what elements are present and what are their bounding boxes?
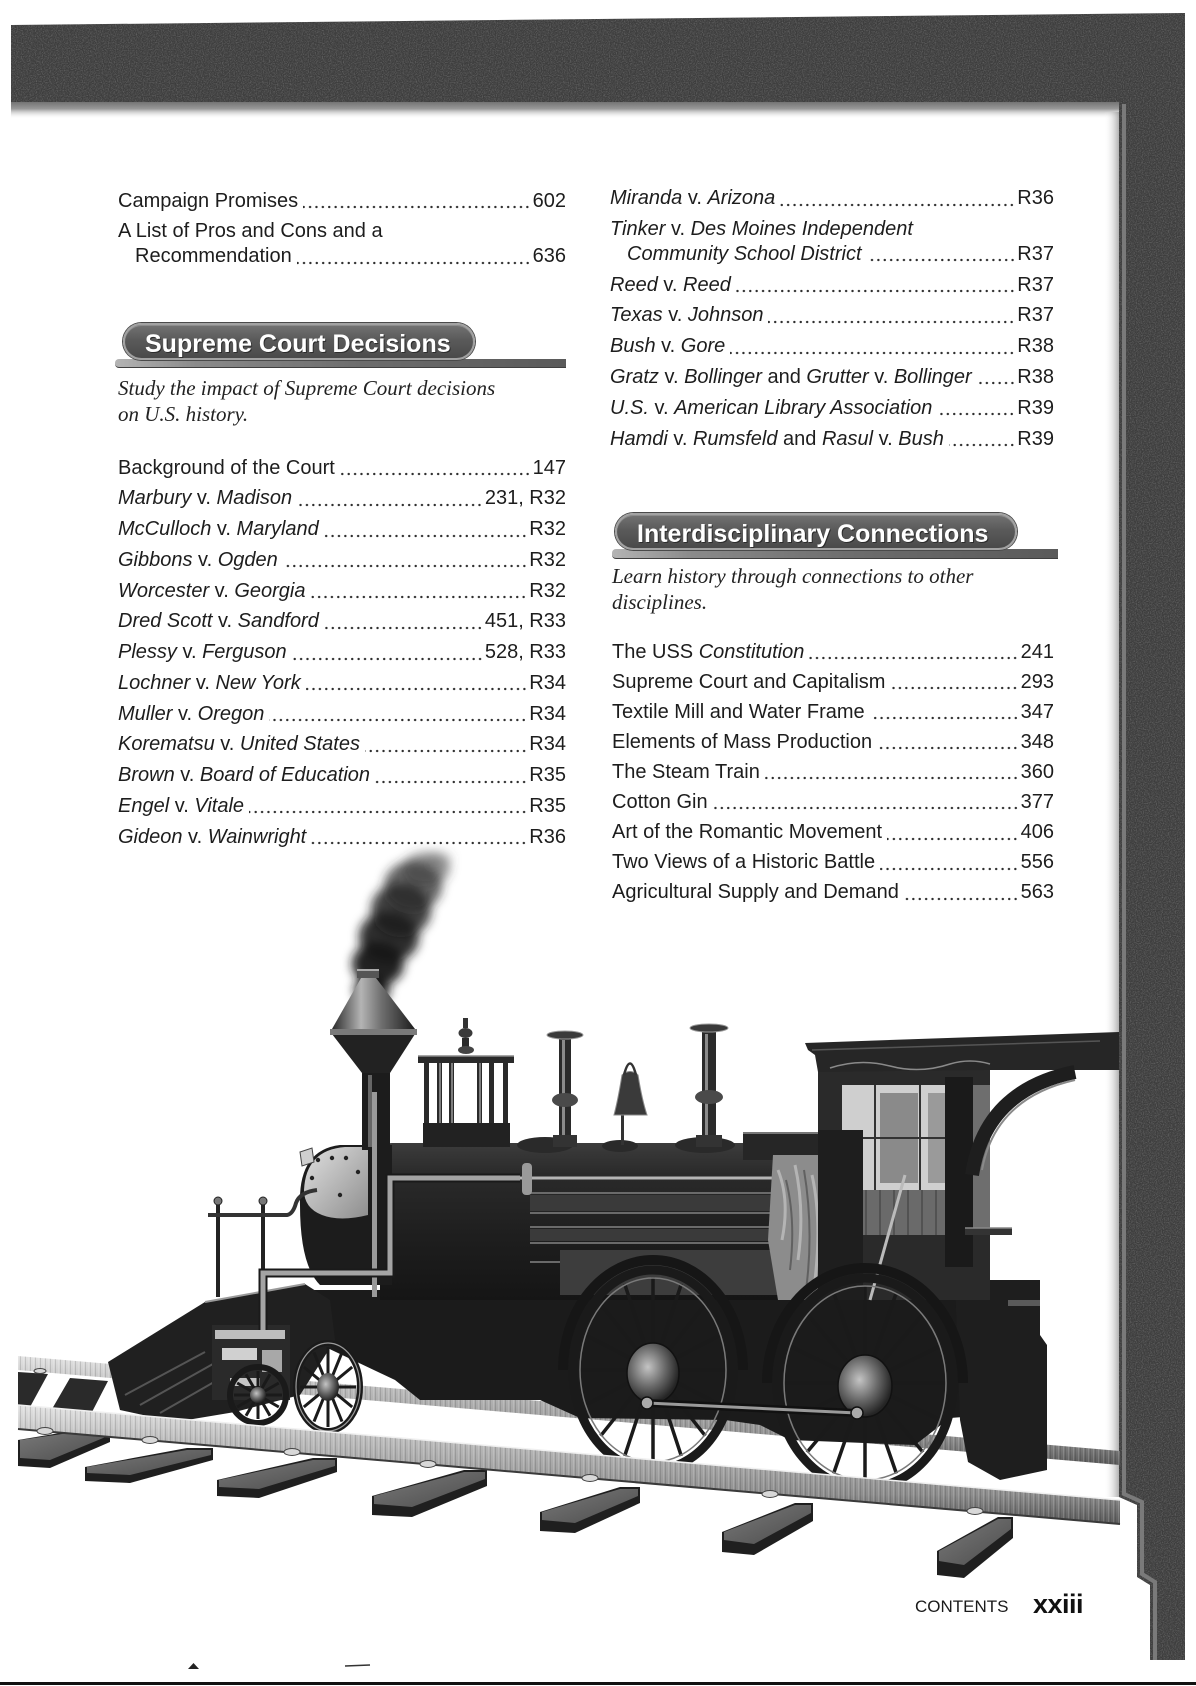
toc-entry-line	[610, 334, 1054, 359]
title-segment: Agricultural Supply and Demand	[612, 881, 899, 904]
front-pipe	[372, 1092, 377, 1297]
dot-leader	[303, 189, 531, 214]
title-segment: Marbury	[118, 487, 192, 510]
title-segment: Two Views of a Historic Battle	[612, 851, 876, 874]
rear-frame	[955, 1280, 1047, 1480]
title-segment: v.	[191, 487, 217, 510]
toc-entry-line	[612, 640, 1054, 665]
toc-entry-line	[612, 850, 1054, 875]
title-segment: Madison	[216, 487, 293, 510]
toc-entry-title	[118, 486, 292, 511]
toc-entry	[118, 825, 566, 850]
page-reference: R32	[529, 548, 566, 571]
toc-entry-line	[612, 880, 1054, 905]
page-reference: R35	[529, 764, 566, 786]
toc-entry-line	[118, 517, 566, 542]
title-segment: U.S.	[610, 396, 649, 419]
page-reference: 241	[1020, 640, 1054, 663]
toc-entry-line	[610, 303, 1054, 328]
title-segment: v.	[655, 335, 681, 358]
supreme-court-list-column-2	[610, 186, 1054, 452]
dot-leader	[887, 820, 1019, 845]
toc-entry	[612, 670, 1054, 695]
dot-leader	[890, 670, 1018, 695]
toc-entry	[118, 219, 566, 269]
dot-leader	[311, 825, 527, 850]
dot-leader	[736, 273, 1015, 298]
toc-entry-line	[612, 760, 1054, 785]
toc-entry-title	[118, 456, 335, 481]
title-segment: v.	[172, 702, 198, 725]
page-reference: 377	[1020, 790, 1054, 813]
title-segment: Textile Mill and Water Frame	[612, 700, 865, 723]
page-reference: R38	[1017, 335, 1054, 358]
toc-entry-title	[612, 790, 708, 815]
toc-entry-line	[612, 820, 1054, 845]
title-segment: v.	[662, 304, 688, 327]
title-segment: Worcester	[118, 579, 210, 602]
title-segment: Brown	[118, 764, 175, 786]
toc-entry-line	[118, 671, 566, 696]
page-reference: 348	[1020, 730, 1054, 753]
dot-leader	[937, 396, 1015, 421]
smokebox	[300, 1145, 392, 1285]
title-segment: Dred Scott	[118, 610, 213, 633]
title-segment: Gratz	[610, 365, 659, 388]
title-segment: Rasul	[821, 427, 874, 450]
toc-entry	[118, 609, 566, 634]
continued-section-list	[118, 189, 566, 270]
driving-wheel-front	[573, 1270, 733, 1470]
dot-leader	[297, 486, 483, 511]
title-segment: Recommendation	[135, 245, 292, 268]
page-reference: 360	[1020, 760, 1054, 783]
toc-entry	[612, 640, 1054, 665]
title-segment: Elements of Mass Production	[612, 730, 873, 753]
toc-entry-line	[118, 732, 566, 757]
toc-entry-line	[610, 186, 1054, 211]
title-segment: Bush	[610, 335, 656, 358]
title-segment: Vitale	[194, 794, 245, 817]
title-segment: McCulloch	[118, 518, 212, 540]
page-reference: 147	[532, 456, 566, 479]
dot-leader	[880, 850, 1019, 875]
toc-entry-title	[612, 820, 882, 845]
toc-entry-title	[612, 640, 804, 665]
toc-entry	[118, 189, 566, 214]
dot-leader	[283, 548, 528, 573]
page-reference: 451, R33	[484, 610, 566, 633]
title-segment: v.	[214, 733, 240, 756]
page-reference: R37	[1017, 304, 1054, 327]
dot-leader	[365, 732, 527, 757]
section-banner-supreme-court	[123, 323, 475, 360]
dot-leader	[324, 609, 483, 634]
pilot-cowcatcher	[108, 1284, 335, 1422]
toc-entry-title	[610, 334, 725, 359]
page-reference: R35	[529, 794, 566, 817]
title-segment: v.	[209, 579, 235, 602]
title-segment: Tinker	[610, 217, 666, 240]
dot-leader	[730, 334, 1015, 359]
driving-wheel-rear	[777, 1278, 953, 1488]
title-segment: v.	[665, 217, 691, 240]
dot-leader	[765, 760, 1019, 785]
title-segment: v.	[648, 396, 675, 419]
toc-entry-line	[118, 189, 566, 214]
toc-entry-title	[610, 396, 932, 421]
dot-leader	[768, 303, 1015, 328]
title-segment: Miranda	[610, 187, 683, 209]
toc-entry-title	[610, 186, 775, 211]
toc-entry-line	[118, 794, 566, 819]
toc-entry-title	[610, 273, 731, 298]
title-segment: v.	[658, 365, 685, 388]
title-segment: Johnson	[687, 304, 764, 327]
title-segment: Reed	[683, 273, 731, 296]
running-footer-label: CONTENTS	[915, 1597, 1009, 1616]
page-reference: R37	[1017, 242, 1054, 265]
page-reference: 528, R33	[484, 641, 566, 663]
title-segment: Bush	[898, 427, 944, 450]
title-segment: Board of Education	[199, 764, 371, 786]
toc-entry	[610, 273, 1054, 298]
toc-entry	[118, 794, 566, 819]
title-segment: Ferguson	[202, 641, 287, 663]
toc-entry	[118, 640, 566, 665]
toc-entry	[610, 334, 1054, 359]
leading-wheel	[296, 1343, 360, 1431]
toc-entry-title	[612, 760, 760, 785]
page-reference: R34	[529, 733, 566, 756]
toc-entry-title	[118, 609, 319, 634]
toc-entry	[610, 186, 1054, 211]
title-segment: Grutter	[806, 365, 869, 388]
page-reference: R34	[529, 702, 566, 725]
dot-leader	[949, 427, 1015, 452]
dot-leader	[292, 640, 483, 665]
toc-entry	[612, 790, 1054, 815]
toc-entry-line	[612, 670, 1054, 695]
dot-leader	[324, 517, 527, 542]
toc-entry	[118, 548, 566, 573]
toc-entry	[118, 517, 566, 542]
page-reference: R36	[1017, 187, 1054, 209]
toc-entry	[610, 303, 1054, 328]
title-segment: Korematsu	[118, 733, 215, 756]
toc-entry-line	[612, 730, 1054, 755]
title-segment: v.	[190, 671, 216, 694]
page-reference: 347	[1020, 700, 1054, 723]
toc-entry	[612, 730, 1054, 755]
toc-entry	[610, 365, 1054, 390]
toc-entry-line	[610, 217, 1054, 242]
dot-leader	[713, 790, 1019, 815]
toc-entry	[610, 217, 1054, 267]
dot-leader	[870, 700, 1019, 725]
toc-entry	[118, 486, 566, 511]
toc-entry-title	[118, 702, 264, 727]
page-number: xxiii	[1033, 1589, 1084, 1619]
toc-entry-title	[610, 303, 763, 328]
toc-entry-title	[135, 244, 292, 269]
page-reference: 556	[1020, 851, 1054, 874]
title-segment: Reed	[610, 273, 658, 296]
title-segment: Bollinger	[684, 365, 762, 388]
page-reference: 636	[532, 245, 566, 268]
toc-entry-title	[118, 794, 244, 819]
page-reference: R37	[1017, 273, 1054, 296]
dot-leader	[977, 365, 1016, 390]
title-segment: A List of Pros and Cons and a	[118, 220, 383, 243]
toc-entry-line	[118, 702, 566, 727]
title-segment: Muller	[118, 702, 173, 725]
title-segment: v.	[169, 794, 195, 817]
section-banner-interdisciplinary	[615, 513, 1017, 550]
toc-entry-line	[118, 486, 566, 511]
title-segment: Texas	[610, 304, 663, 327]
page-reference: 563	[1020, 881, 1054, 904]
dot-leader	[269, 702, 527, 727]
title-segment: v.	[212, 610, 238, 633]
dot-leader	[340, 456, 531, 481]
title-segment: v.	[657, 273, 683, 296]
dot-leader	[780, 186, 1015, 211]
toc-entry	[118, 579, 566, 604]
toc-entry-line	[118, 219, 566, 244]
page-reference: R32	[529, 579, 566, 602]
title-segment: Cotton Gin	[612, 790, 708, 813]
dot-leader	[297, 244, 531, 269]
toc-entry-title	[118, 671, 301, 696]
page-reference: 293	[1020, 670, 1054, 693]
toc-entry-title	[610, 217, 913, 242]
toc-entry-title	[612, 730, 872, 755]
toc-entry	[610, 427, 1054, 452]
toc-entry-line	[118, 579, 566, 604]
page-reference: R38	[1017, 365, 1054, 388]
title-segment: Rumsfeld	[692, 427, 778, 450]
toc-entry-line	[610, 427, 1054, 452]
toc-entry-title	[118, 189, 298, 214]
steam-post-front	[547, 1031, 583, 1148]
title-segment: Bollinger	[893, 365, 972, 388]
title-segment: New York	[215, 671, 301, 694]
page-reference: 231, R32	[484, 487, 566, 510]
dot-leader	[809, 640, 1018, 665]
dot-leader	[904, 880, 1019, 905]
page-reference: R36	[529, 825, 566, 848]
title-segment: Constitution	[698, 640, 805, 663]
title-segment: American Library Association	[674, 396, 933, 419]
title-segment: Des Moines Independent	[690, 217, 913, 240]
title-segment: and	[777, 427, 822, 450]
toc-entry-line	[118, 548, 566, 573]
dot-leader	[306, 671, 528, 696]
title-segment: Georgia	[234, 579, 306, 602]
steam-post-rear	[690, 1024, 728, 1147]
title-segment: v.	[873, 427, 899, 450]
page-reference: R39	[1017, 396, 1054, 419]
locomotive	[108, 969, 1119, 1488]
toc-entry-title	[610, 427, 944, 452]
toc-entry	[612, 700, 1054, 725]
toc-entry-line	[118, 609, 566, 634]
toc-entry-title	[118, 579, 305, 604]
toc-entry-continuation-line	[118, 244, 566, 269]
title-segment: v.	[868, 365, 894, 388]
toc-entry-title	[118, 517, 319, 542]
title-segment: Oregon	[197, 702, 265, 725]
title-segment: United States	[239, 733, 360, 756]
title-segment: Sandford	[237, 610, 319, 633]
toc-entry	[612, 850, 1054, 875]
toc-entry-title	[612, 850, 875, 875]
title-segment: Background of the Court	[118, 456, 335, 479]
section-title: Supreme Court Decisions	[145, 330, 451, 358]
toc-entry-line	[118, 640, 566, 665]
title-segment: v.	[682, 187, 708, 209]
toc-entry-line	[610, 365, 1054, 390]
section-description: Learn history through connections to other disciplines.	[612, 564, 974, 614]
title-segment: Gibbons	[118, 548, 193, 571]
dot-leader	[867, 242, 1016, 267]
toc-entry	[118, 702, 566, 727]
title-segment: Hamdi	[610, 427, 668, 450]
toc-entry	[118, 763, 566, 788]
dot-leader	[375, 763, 527, 788]
toc-entry-title	[118, 219, 383, 244]
dot-leader	[877, 730, 1019, 755]
page-reference: R34	[529, 671, 566, 694]
page-reference: R39	[1017, 427, 1054, 450]
title-segment: v.	[176, 641, 203, 663]
toc-entry-title	[118, 640, 287, 665]
section-title: Interdisciplinary Connections	[637, 520, 989, 548]
page-reference: 406	[1020, 821, 1054, 844]
toc-entry-title	[118, 763, 370, 788]
sand-dome-cupola	[418, 1018, 514, 1147]
dot-leader	[310, 579, 527, 604]
title-segment: Art of the Romantic Movement	[612, 821, 883, 844]
leading-wheel	[230, 1367, 286, 1423]
toc-entry-line	[118, 825, 566, 850]
toc-entry-title	[612, 700, 865, 725]
title-segment: Ogden	[217, 548, 278, 571]
toc-entry-continuation-line	[610, 242, 1054, 267]
title-segment: v.	[667, 427, 693, 450]
title-segment: Lochner	[118, 671, 191, 694]
title-segment: and	[761, 365, 807, 388]
bell	[614, 1064, 647, 1146]
title-segment: v.	[174, 764, 200, 786]
dot-leader	[249, 794, 527, 819]
page-reference: 602	[532, 189, 566, 212]
title-segment: Community School District	[627, 242, 862, 265]
toc-entry-title	[118, 732, 360, 757]
page-reference: R32	[529, 518, 566, 540]
supreme-court-list-column-1	[118, 456, 566, 850]
toc-entry-title	[118, 548, 278, 573]
toc-entry-title	[627, 242, 862, 267]
interdisciplinary-list	[612, 640, 1054, 906]
title-segment: Wainwright	[207, 825, 307, 848]
toc-entry-title	[612, 670, 885, 695]
toc-entry	[612, 820, 1054, 845]
toc-entry	[612, 880, 1054, 905]
toc-entry-line	[610, 273, 1054, 298]
toc-entry	[612, 760, 1054, 785]
title-segment: Supreme Court and Capitalism	[612, 670, 886, 693]
title-segment: Maryland	[236, 518, 319, 540]
title-segment: Gideon	[118, 825, 183, 848]
toc-entry-line	[612, 700, 1054, 725]
toc-entry	[118, 671, 566, 696]
title-segment: Campaign Promises	[118, 189, 299, 212]
title-segment: Arizona	[707, 187, 776, 209]
cab	[805, 1032, 1119, 1300]
toc-entry-line	[118, 763, 566, 788]
toc-entry-title	[610, 365, 972, 390]
title-segment: Plessy	[118, 641, 177, 663]
toc-entry	[118, 456, 566, 481]
section-description: Study the impact of Supreme Court decisions on U.S. history.	[118, 376, 496, 426]
toc-entry-line	[118, 456, 566, 481]
toc-entry-line	[610, 396, 1054, 421]
toc-entry-line	[612, 790, 1054, 815]
toc-entry-title	[118, 825, 306, 850]
title-segment: v.	[211, 518, 237, 540]
toc-entry	[118, 732, 566, 757]
toc-entry-title	[612, 880, 899, 905]
title-segment: Engel	[118, 794, 170, 817]
title-segment: The Steam Train	[612, 760, 760, 783]
title-segment: Gore	[680, 335, 726, 358]
toc-entry	[610, 396, 1054, 421]
title-segment: v.	[182, 825, 208, 848]
title-segment: v.	[192, 548, 218, 571]
title-segment: The USS	[612, 640, 699, 663]
